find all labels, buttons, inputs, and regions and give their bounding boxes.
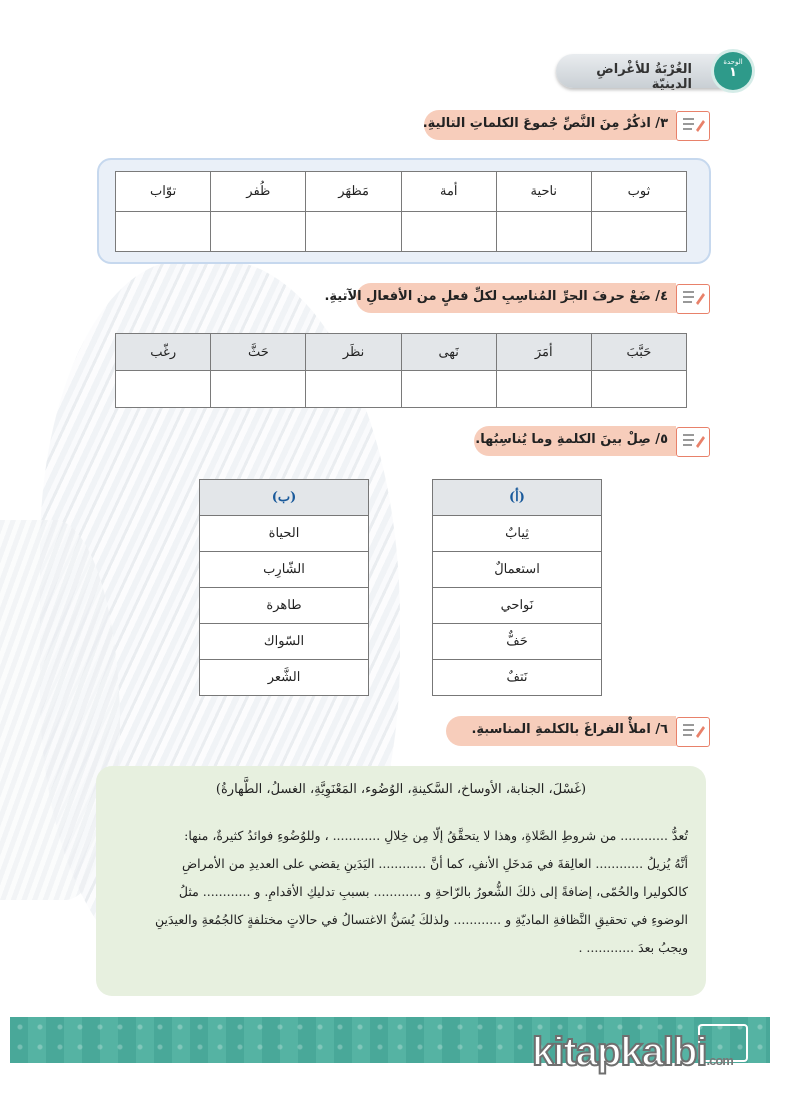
question-5-bar bbox=[474, 426, 676, 456]
exercise-pencil-icon bbox=[676, 427, 710, 457]
fill-line[interactable]: كالكوليرا والحُمّى، إضافةً إلى ذلكَ الشُّعورُ بالرّاحةِ و ............ بسببِ تدليكِ الأقدامِ. و ............ مثلُ bbox=[178, 884, 688, 899]
match-item-b[interactable]: الشَّعر bbox=[200, 660, 369, 696]
column-b-header: (ب) bbox=[200, 480, 369, 516]
word-bank: (غَسْلَ، الجنابة، الأوساخ، السَّكينةِ، الوُضُوء، المَعْنَوِيَّةِ، الغسلُ، الطَّهارةُ) bbox=[215, 782, 587, 797]
fill-line[interactable]: ويجبُ بعدَ ............ . bbox=[578, 940, 688, 955]
q3-answer-cell[interactable] bbox=[211, 212, 306, 252]
q4-verb-cell: حَثَّ bbox=[211, 334, 306, 371]
match-column-b bbox=[199, 479, 369, 696]
q4-answer-cell[interactable] bbox=[211, 371, 306, 408]
q4-answer-cell[interactable] bbox=[591, 371, 686, 408]
fill-paragraph bbox=[114, 822, 688, 962]
q4-answer-cell[interactable] bbox=[306, 371, 401, 408]
lesson-title: الغُرْبَةُ للأغْراضِ الدينيّة bbox=[596, 62, 692, 92]
q3-answer-cell[interactable] bbox=[306, 212, 401, 252]
question-6-panel bbox=[96, 766, 706, 996]
q3-answer-cell[interactable] bbox=[116, 212, 211, 252]
exercise-pencil-icon bbox=[676, 717, 710, 747]
match-column-a bbox=[432, 479, 602, 696]
match-item-a[interactable]: نَتفٌ bbox=[433, 660, 602, 696]
fill-line[interactable]: تُعدُّ ............ من شروطِ الصَّلاةِ، وهذا لا يتحقَّقُ إلّا مِن خِلالِ ............ ، وللوُضُوءِ فوائدُ كثيرةٌ، منها: bbox=[184, 828, 688, 843]
question-3-prompt: ٣/ اذكُرْ مِنَ النَّصِّ جُموعَ الكلماتِ التاليةِ. bbox=[422, 116, 668, 131]
q3-word-cell: ناحية bbox=[496, 172, 591, 212]
q4-answer-cell[interactable] bbox=[116, 371, 211, 408]
question-6-bar bbox=[446, 716, 676, 746]
match-item-a[interactable]: نَواحي bbox=[433, 588, 602, 624]
match-item-b[interactable]: الحياة bbox=[200, 516, 369, 552]
match-item-a[interactable]: حَفٌّ bbox=[433, 624, 602, 660]
q4-verb-cell: حَبَّبَ bbox=[591, 334, 686, 371]
question-5-prompt: ٥/ صِلْ بينَ الكلمةِ وما يُناسِبُها. bbox=[475, 432, 668, 447]
unit-number: ١ bbox=[729, 65, 737, 80]
q3-word-cell: ثوب bbox=[591, 172, 686, 212]
column-a-header: (أ) bbox=[433, 480, 602, 516]
question-3-table bbox=[115, 171, 687, 252]
q3-answer-cell[interactable] bbox=[401, 212, 496, 252]
question-4-prompt: ٤/ ضَعْ حرفَ الجرِّ المُناسِبِ لكلِّ فعلٍ من الأفعالِ الآتيةِ. bbox=[324, 289, 668, 304]
match-item-b[interactable]: السّواك bbox=[200, 624, 369, 660]
watermark-suffix: .com bbox=[706, 1053, 733, 1068]
watermark bbox=[532, 1030, 733, 1075]
unit-label: الوحدة bbox=[723, 58, 743, 66]
question-6-prompt: ٦/ املأْ الفراغَ بالكلمةِ المناسبةِ. bbox=[471, 722, 668, 737]
q4-answer-cell[interactable] bbox=[401, 371, 496, 408]
watermark-text: kitapkalbi bbox=[532, 1030, 707, 1074]
fill-line[interactable]: أنَّهُ يُزيلُ ............ العالِقةَ في مَدخَلِ الأنفِ، كما أنَّ ............ اليَدَينِ يقضي على العديدِ من الأمراضِ bbox=[181, 856, 688, 871]
unit-badge bbox=[714, 52, 752, 90]
q3-answer-cell[interactable] bbox=[496, 212, 591, 252]
q4-answer-cell[interactable] bbox=[496, 371, 591, 408]
q4-verb-cell: أمَرَ bbox=[496, 334, 591, 371]
match-item-b[interactable]: الشّارِب bbox=[200, 552, 369, 588]
question-4-table bbox=[115, 333, 687, 408]
question-4-bar bbox=[324, 283, 676, 313]
q4-verb-cell: رغّب bbox=[116, 334, 211, 371]
q3-answer-cell[interactable] bbox=[591, 212, 686, 252]
match-item-b[interactable]: طاهرة bbox=[200, 588, 369, 624]
q3-word-cell: أمة bbox=[401, 172, 496, 212]
q4-verb-cell: نَهى bbox=[401, 334, 496, 371]
question-3-bar bbox=[424, 110, 676, 140]
q4-verb-cell: نظَر bbox=[306, 334, 401, 371]
exercise-pencil-icon bbox=[676, 111, 710, 141]
lesson-title-bar bbox=[556, 54, 732, 92]
exercise-pencil-icon bbox=[676, 284, 710, 314]
fill-line[interactable]: الوضوءِ في تحقيقِ النَّظافةِ الماديّةِ و ............ ولذلكَ يُسَنُّ الاغتسالُ في حالاتٍ مختلفةٍ كالجُمُعةِ والعيدَينِ bbox=[155, 912, 688, 927]
match-item-a[interactable]: ثِيابٌ bbox=[433, 516, 602, 552]
q3-word-cell: مَظهَر bbox=[306, 172, 401, 212]
q3-word-cell: ظُفر bbox=[211, 172, 306, 212]
q3-word-cell: توّاب bbox=[116, 172, 211, 212]
match-item-a[interactable]: استعمالٌ bbox=[433, 552, 602, 588]
